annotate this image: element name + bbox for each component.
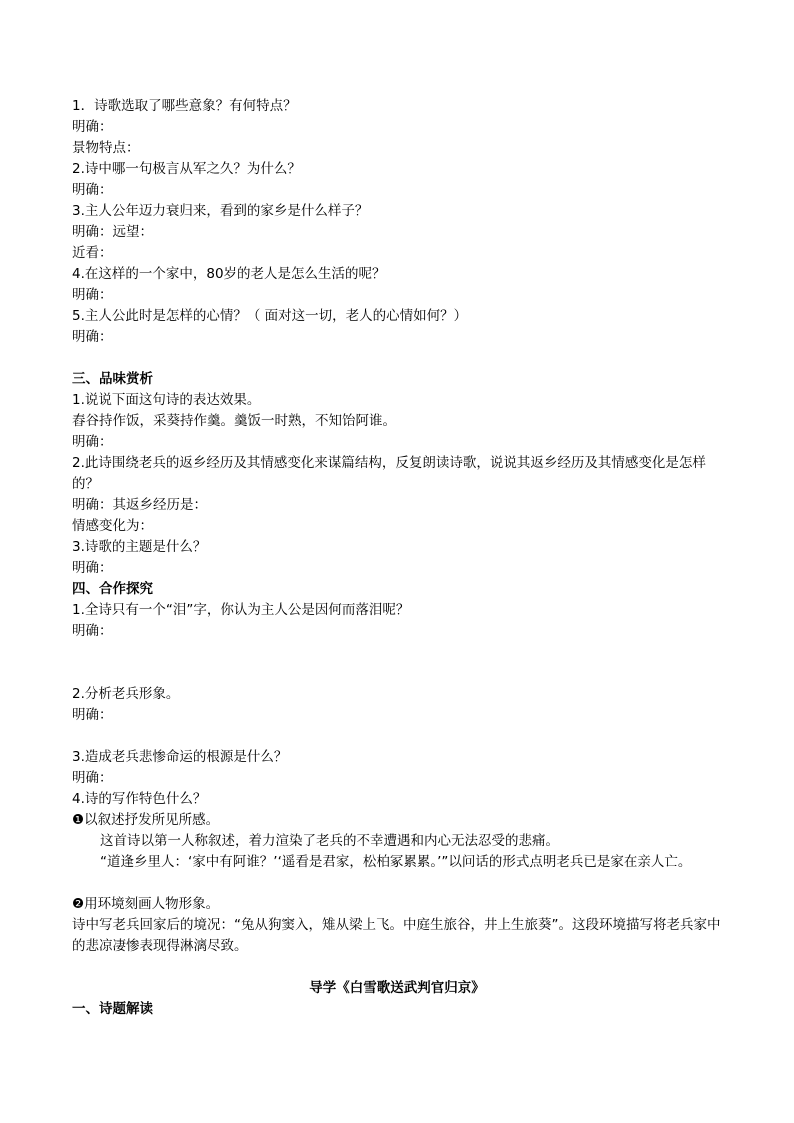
exploration-question-2: 2.分析老兵形象。 <box>72 686 180 702</box>
section-heading-appreciation: 三、品味赏析 <box>72 371 153 387</box>
answer-label: 明确：远望： <box>72 224 153 240</box>
question-4: 4.在这样的一个家中，80岁的老人是怎么生活的呢？ <box>72 266 386 282</box>
answer-label: 明确： <box>72 623 113 639</box>
answer-label: 明确： <box>72 560 113 576</box>
feature-paragraph: 这首诗以第一人称叙述，着力渲染了老兵的不幸遭遇和内心无法忍受的悲痛。 <box>100 833 559 849</box>
answer-label: 明确： <box>72 182 113 198</box>
feature-paragraph: “道逢乡里人：‘家中有阿谁？’‘遥看是君家，松柏冢累累。’”以问话的形式点明老兵已是家在亲人亡。 <box>100 854 692 870</box>
scenery-feature-label: 景物特点： <box>72 140 140 156</box>
question-3: 3.主人公年迈力衰归来，看到的家乡是什么样子？ <box>72 203 369 219</box>
near-view-label: 近看： <box>72 245 113 261</box>
answer-label: 明确： <box>72 770 113 786</box>
question-5: 5.主人公此时是怎样的心情？（ 面对这一切，老人的心情如何？） <box>72 308 468 324</box>
answer-label: 明确： <box>72 329 113 345</box>
appreciation-question-1: 1.说说下面这句诗的表达效果。 <box>72 392 261 408</box>
exploration-question-3: 3.造成老兵悲惨命运的根源是什么？ <box>72 749 288 765</box>
emotion-change-label: 情感变化为： <box>72 518 153 534</box>
answer-label: 明确： <box>72 434 113 450</box>
feature-point-1: ❶以叙述抒发所见所感。 <box>72 812 220 828</box>
answer-label: 明确： <box>72 287 113 303</box>
feature-paragraph: 诗中写老兵回家后的境况：“兔从狗窦入，雉从梁上飞。中庭生旅谷，井上生旅葵”。这段环境描写将老兵家中的悲凉凄惨表现得淋漓尽致。 <box>72 917 721 954</box>
answer-label: 明确： <box>72 119 113 135</box>
question-1: 1．诗歌选取了哪些意象？有何特点？ <box>72 98 297 114</box>
exploration-question-4: 4.诗的写作特色什么？ <box>72 791 207 807</box>
exploration-question-1: 1.全诗只有一个“泪”字，你认为主人公是因何而落泪呢？ <box>72 602 410 618</box>
appreciation-question-2: 2.此诗围绕老兵的返乡经历及其情感变化来谋篇结构，反复朗读诗歌，说说其返乡经历及其情感变化是怎样的？ <box>72 455 706 492</box>
answer-label: 明确：其返乡经历是： <box>72 497 207 513</box>
section-heading-title-reading: 一、诗题解读 <box>72 1001 153 1017</box>
section-heading-exploration: 四、合作探究 <box>72 581 153 597</box>
lesson-title: 导学《白雪歌送武判官归京》 <box>309 980 485 996</box>
question-2: 2.诗中哪一句极言从军之久？为什么？ <box>72 161 301 177</box>
poem-quote: 舂谷持作饭，采葵持作羹。羹饭一时熟，不知饴阿谁。 <box>72 413 396 429</box>
appreciation-question-3: 3.诗歌的主题是什么？ <box>72 539 207 555</box>
feature-point-2: ❷用环境刻画人物形象。 <box>72 896 220 912</box>
answer-label: 明确： <box>72 707 113 723</box>
